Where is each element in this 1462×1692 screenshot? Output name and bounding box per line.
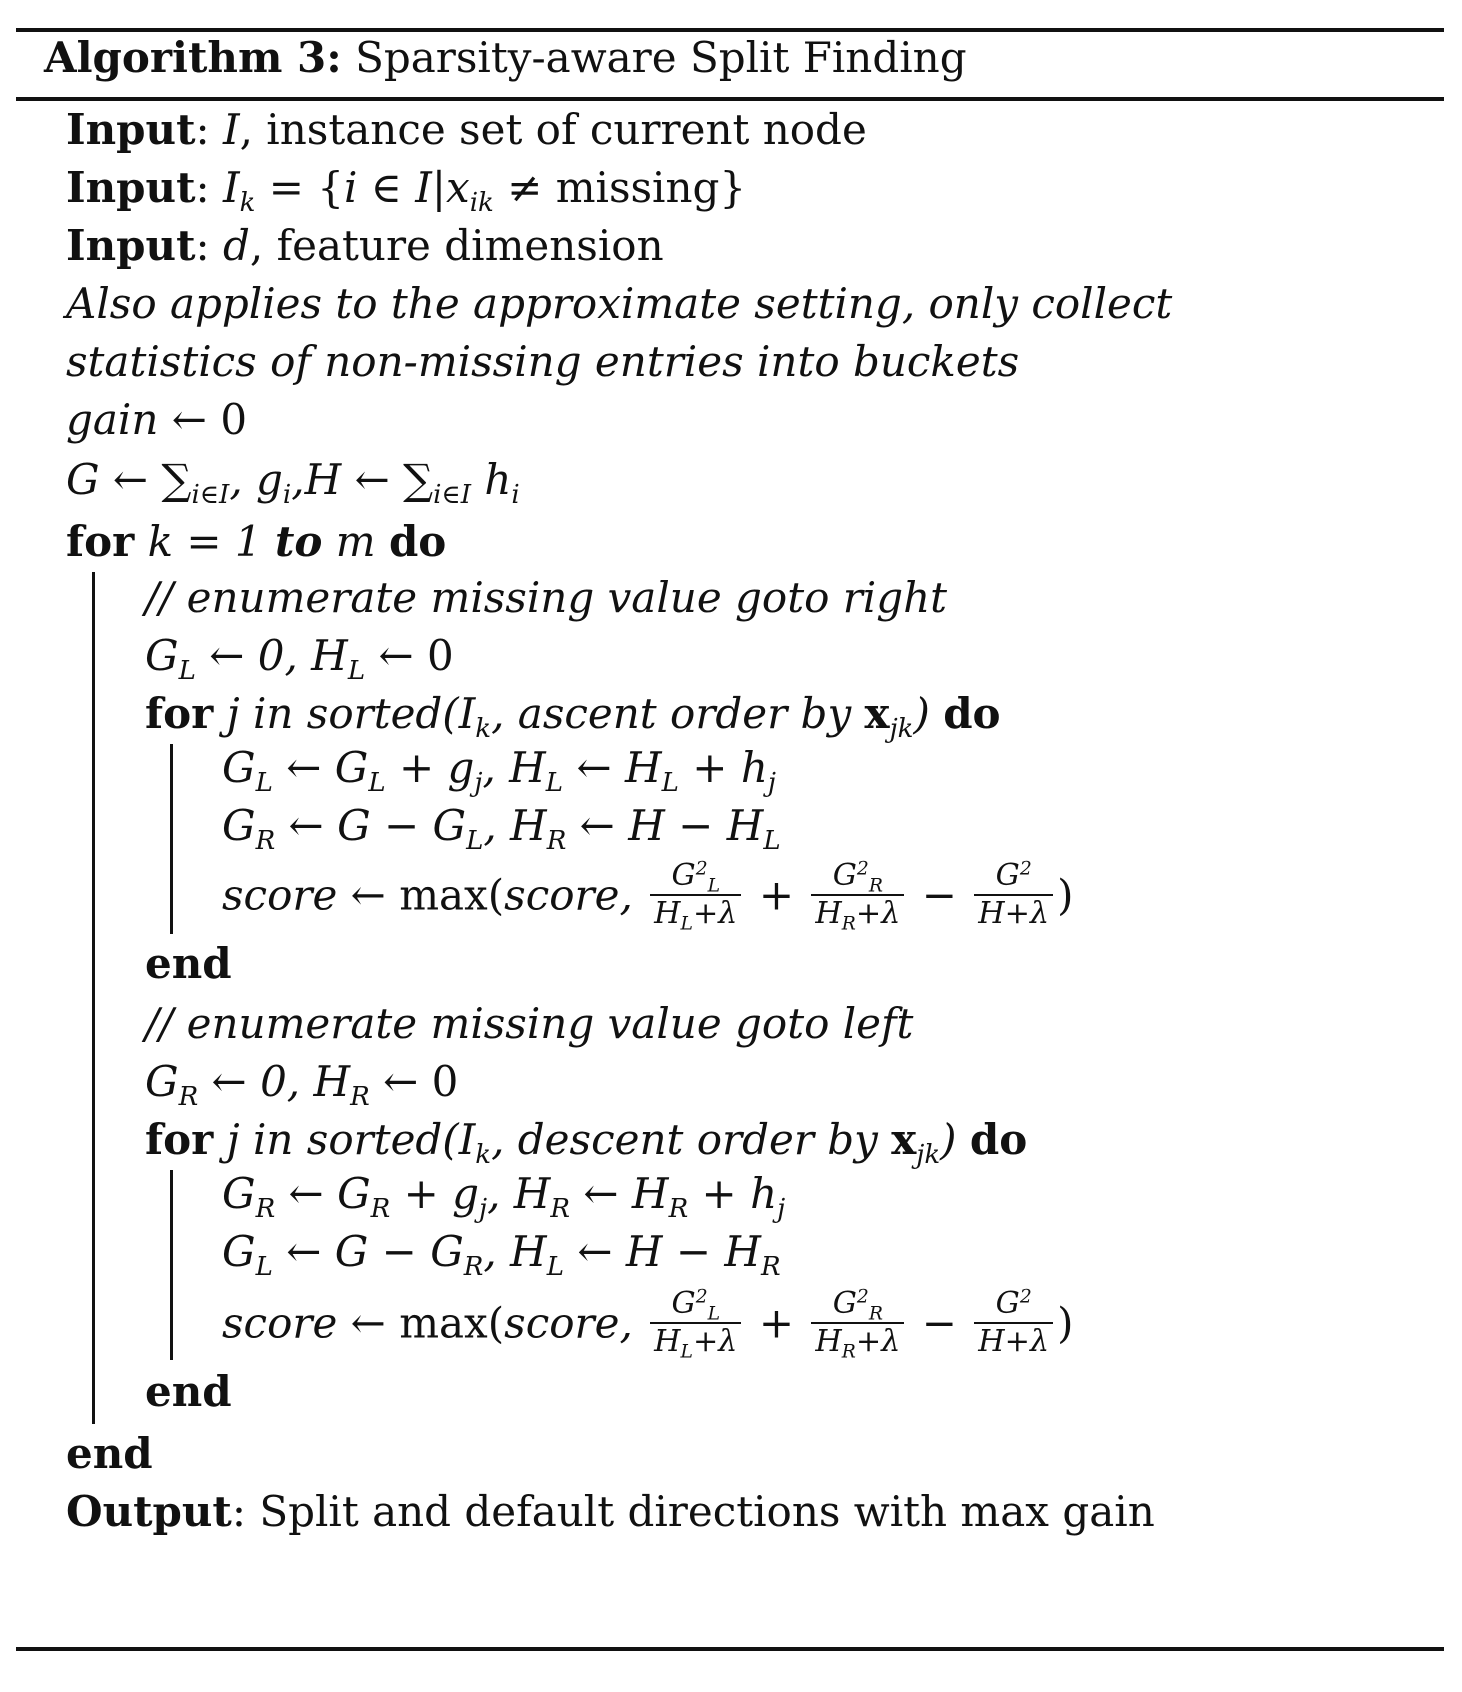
fraction-left bbox=[650, 1286, 741, 1363]
frac-den: H bbox=[815, 895, 842, 931]
math-text: ≠ missing} bbox=[493, 163, 747, 212]
left-init-line bbox=[145, 1054, 459, 1113]
sum-init bbox=[66, 452, 520, 511]
math-text: | bbox=[431, 163, 446, 212]
var-score: score bbox=[222, 870, 338, 920]
sub-R: R bbox=[178, 1082, 199, 1113]
outer-loop-bar bbox=[92, 572, 95, 1424]
frac-num: G bbox=[671, 858, 696, 893]
keyword-for: for bbox=[66, 517, 135, 566]
right-init-line bbox=[145, 628, 454, 687]
sub-L: L bbox=[347, 656, 366, 687]
loop-expr: j in sorted(I bbox=[213, 689, 476, 738]
loop-expr: , ascent order by bbox=[491, 689, 865, 738]
inner-loop-bar-right bbox=[170, 744, 173, 934]
math-text: ← 0 bbox=[365, 631, 454, 680]
sub-k: k bbox=[475, 1140, 492, 1171]
var-i: i bbox=[344, 163, 358, 212]
colon: : bbox=[231, 1487, 246, 1536]
math-text: ← 0 bbox=[369, 1057, 459, 1106]
comment-goto-left: // enumerate missing value goto left bbox=[145, 999, 914, 1048]
loop-expr: k = 1 bbox=[134, 517, 275, 566]
fraction-right bbox=[811, 858, 904, 935]
var-H: ,H bbox=[291, 455, 342, 504]
frac-num: G bbox=[671, 1286, 696, 1321]
math-text: ) bbox=[1057, 870, 1074, 920]
input-keyword: Input bbox=[66, 221, 196, 270]
keyword-for: for bbox=[145, 1115, 214, 1164]
right-for-line bbox=[145, 686, 1001, 745]
output-line bbox=[66, 1484, 1155, 1540]
keyword-to: to bbox=[274, 517, 323, 566]
colon: : bbox=[195, 163, 210, 212]
frac-sub: R bbox=[841, 1341, 856, 1363]
gain-init bbox=[66, 392, 247, 448]
math-text: + bbox=[745, 870, 808, 920]
math-text: ← max( bbox=[337, 1298, 505, 1348]
var-score: score bbox=[504, 1298, 620, 1348]
var-d: d bbox=[223, 221, 250, 270]
outer-for-line bbox=[66, 514, 446, 570]
colon: : bbox=[195, 105, 210, 154]
left-for-line bbox=[145, 1112, 1028, 1171]
outer-end: end bbox=[66, 1429, 153, 1478]
math-text: = { bbox=[255, 163, 345, 212]
frac-sub: L bbox=[707, 1303, 721, 1325]
sub-k: k bbox=[239, 188, 256, 219]
loop-expr: , descent order by bbox=[491, 1115, 892, 1164]
var-I: I bbox=[223, 163, 240, 212]
var-x-bold: x bbox=[864, 689, 890, 738]
left-update-1: $G_R$ ← $G_R + g_j$, $H_R$ ← $H_R + h_j$ bbox=[222, 1169, 786, 1225]
frac-den: H+λ bbox=[978, 1323, 1050, 1359]
frac-den: +λ bbox=[855, 895, 901, 931]
input-desc: , feature dimension bbox=[249, 221, 664, 270]
sub-R: R bbox=[350, 1082, 370, 1113]
right-score-line bbox=[222, 858, 1074, 935]
frac-num: G bbox=[832, 1286, 857, 1321]
var-I: I bbox=[415, 163, 432, 212]
frac-den: H bbox=[654, 1323, 681, 1359]
left-score-line bbox=[222, 1286, 1074, 1363]
var-I: I bbox=[223, 105, 240, 154]
frac-sub: R bbox=[868, 875, 883, 897]
sub-ik: ik bbox=[469, 188, 494, 219]
math-text: ← 0, H bbox=[198, 1057, 351, 1106]
left-update-2: $G_L$ ← $G - G_R$, $H_L$ ← $H - H_R$ bbox=[222, 1227, 781, 1283]
frac-sup: 2 bbox=[695, 1286, 708, 1308]
loop-expr: j in sorted(I bbox=[213, 1115, 476, 1164]
fraction-total bbox=[974, 860, 1053, 929]
frac-num: G bbox=[995, 1286, 1020, 1321]
frac-num: G bbox=[995, 858, 1020, 893]
frac-sub: L bbox=[680, 1341, 693, 1363]
frac-sup: 2 bbox=[856, 1286, 869, 1308]
left-end: end bbox=[145, 1367, 232, 1416]
right-update-1: $G_L$ ← $G_L + g_j$, $H_L$ ← $H_L + h_j$ bbox=[222, 743, 776, 799]
right-end: end bbox=[145, 939, 232, 988]
algorithm-title: Sparsity-aware Split Finding bbox=[355, 33, 967, 82]
input-keyword: Input bbox=[66, 163, 196, 212]
frac-sup: 2 bbox=[1019, 1286, 1032, 1308]
bottom-rule bbox=[16, 1647, 1444, 1651]
right-update-2: $G_R$ ← $G - G_L$, $H_R$ ← $H - H_L$ bbox=[222, 801, 781, 857]
input-keyword: Input bbox=[66, 105, 196, 154]
loop-expr: ) bbox=[940, 1115, 970, 1164]
keyword-for: for bbox=[145, 689, 214, 738]
var-score: score bbox=[504, 870, 620, 920]
frac-den: +λ bbox=[855, 1323, 901, 1359]
math-text: , bbox=[619, 870, 647, 920]
frac-den: H+λ bbox=[978, 895, 1050, 931]
sub-i: i bbox=[282, 480, 292, 511]
sum-symbol: ← ∑ bbox=[99, 455, 192, 504]
math-text: ← 0 bbox=[158, 395, 248, 444]
input-line-1 bbox=[66, 102, 867, 158]
var-score: score bbox=[222, 1298, 338, 1348]
frac-sub: R bbox=[841, 913, 856, 935]
math-text: , bbox=[619, 1298, 647, 1348]
comment-goto-right: // enumerate missing value goto right bbox=[145, 573, 948, 622]
math-text: ∈ bbox=[357, 163, 416, 212]
input-desc: , instance set of current node bbox=[239, 105, 867, 154]
math-text: + bbox=[745, 1298, 808, 1348]
math-text: ) bbox=[1057, 1298, 1074, 1348]
var-h: h bbox=[471, 455, 512, 504]
keyword-do: do bbox=[388, 517, 447, 566]
frac-sup: 2 bbox=[695, 858, 708, 880]
var-x: x bbox=[446, 163, 470, 212]
keyword-do: do bbox=[969, 1115, 1028, 1164]
frac-sub: L bbox=[680, 913, 693, 935]
algorithm-label: Algorithm 3: bbox=[44, 33, 342, 82]
fraction-right bbox=[811, 1286, 904, 1363]
note-line-2: statistics of non-missing entries into buckets bbox=[66, 337, 1020, 386]
var-m: m bbox=[322, 517, 389, 566]
math-text: ← 0, H bbox=[195, 631, 348, 680]
var-x-bold: x bbox=[891, 1115, 917, 1164]
inner-loop-bar-left bbox=[170, 1170, 173, 1360]
frac-sub: L bbox=[707, 875, 721, 897]
input-line-2 bbox=[66, 160, 747, 219]
frac-num: G bbox=[832, 858, 857, 893]
frac-sup: 2 bbox=[856, 858, 869, 880]
sub-L: L bbox=[178, 656, 196, 687]
header-rule bbox=[16, 97, 1444, 101]
frac-den: +λ bbox=[692, 895, 738, 931]
keyword-do: do bbox=[943, 689, 1001, 738]
fraction-left bbox=[650, 858, 741, 935]
sum-subscript: i∈I bbox=[433, 480, 471, 511]
sub-jk: jk bbox=[889, 714, 914, 745]
loop-expr: ) bbox=[913, 689, 944, 738]
frac-den: H bbox=[815, 1323, 842, 1359]
input-line-3 bbox=[66, 218, 664, 274]
var-G: G bbox=[145, 1057, 179, 1106]
sub-i: i bbox=[511, 480, 520, 511]
frac-den: +λ bbox=[692, 1323, 738, 1359]
var-g: , g bbox=[229, 455, 283, 504]
frac-den: H bbox=[654, 895, 681, 931]
note-line-1: Also applies to the approximate setting, only collect bbox=[66, 279, 1173, 328]
algorithm-header bbox=[44, 30, 967, 86]
output-desc: Split and default directions with max gain bbox=[245, 1487, 1155, 1536]
colon: : bbox=[195, 221, 210, 270]
frac-sup: 2 bbox=[1019, 858, 1032, 880]
fraction-total bbox=[974, 1288, 1053, 1357]
sub-k: k bbox=[475, 714, 492, 745]
var-G: G bbox=[145, 631, 179, 680]
frac-sub: R bbox=[868, 1303, 883, 1325]
math-text: − bbox=[908, 870, 971, 920]
sub-jk: jk bbox=[916, 1140, 941, 1171]
var-gain: gain bbox=[66, 395, 159, 444]
output-keyword: Output bbox=[66, 1487, 232, 1536]
sum-subscript: i∈I bbox=[191, 480, 230, 511]
sum-symbol: ← ∑ bbox=[341, 455, 434, 504]
var-G: G bbox=[66, 455, 100, 504]
math-text: − bbox=[908, 1298, 971, 1348]
math-text: ← max( bbox=[337, 870, 505, 920]
